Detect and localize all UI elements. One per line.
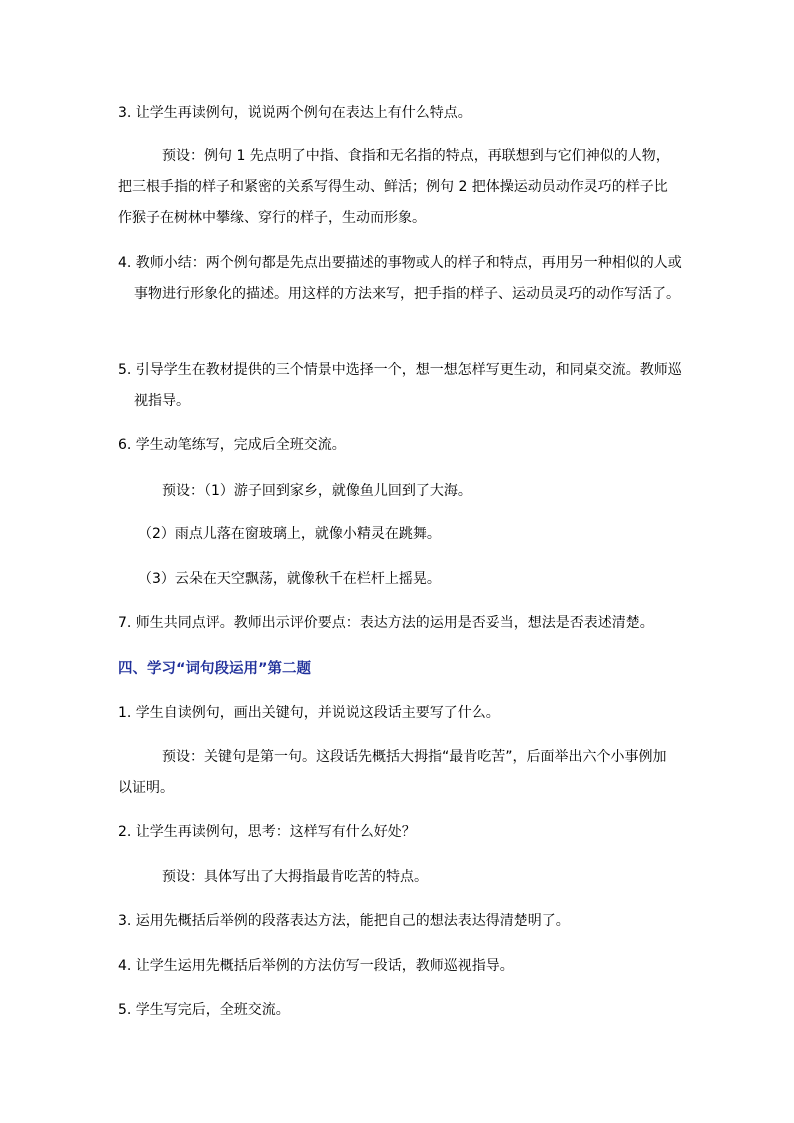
paragraph-4: 4. 教师小结：两个例句都是先点出要描述的事物或人的样子和特点，再用另一种相似的人或事物进行形象化的描述。用这样的方法来写，把手指的样子、运动员灵巧的动作写活了。: [118, 255, 682, 302]
paragraph-6-preset-3: （3）云朵在天空飘荡，就像秋千在栏杆上摇晃。: [138, 571, 441, 587]
section-4-item-2-preset: 预设：具体写出了大拇指最肯吃苦的特点。: [162, 869, 428, 885]
section-4-item-3: 3. 运用先概括后举例的段落表达方法，能把自己的想法表达得清楚明了。: [118, 913, 570, 929]
paragraph-6-preset-1: 预设：（1）游子回到家乡，就像鱼儿回到了大海。: [162, 483, 472, 499]
paragraph-7: 7. 师生共同点评。教师出示评价要点：表达方法的运用是否妥当，想法是否表述清楚。: [118, 615, 654, 631]
paragraph-3: 3. 让学生再读例句，说说两个例句在表达上有什么特点。: [118, 105, 472, 121]
section-4-item-5: 5. 学生写完后，全班交流。: [118, 1002, 290, 1018]
paragraph-3-preset: 预设：例句 1 先点明了中指、食指和无名指的特点，再联想到与它们神似的人物，把三根手指的样子和紧密的关系写得生动、鲜活；例句 2 把体操运动员动作灵巧的样子比作猴子在树林中攀缘、穿行的样子，生动而形象。: [118, 148, 670, 226]
section-4-item-1: 1. 学生自读例句，画出关键句，并说说这段话主要写了什么。: [118, 705, 500, 721]
section-4-item-2: 2. 让学生再读例句，思考：这样写有什么好处？: [118, 824, 416, 840]
paragraph-5: 5. 引导学生在教材提供的三个情景中选择一个，想一想怎样写更生动，和同桌交流。教师巡视指导。: [118, 362, 682, 409]
section-4-heading: 四、学习“词句段运用”第二题: [118, 661, 312, 677]
paragraph-6: 6. 学生动笔练写，完成后全班交流。: [118, 437, 346, 453]
section-4-item-1-preset: 预设：关键句是第一句。这段话先概括大拇指“最肯吃苦”，后面举出六个小事例加以证明。: [118, 749, 667, 796]
paragraph-6-preset-2: （2）雨点儿落在窗玻璃上，就像小精灵在跳舞。: [138, 526, 441, 542]
section-4-item-4: 4. 让学生运用先概括后举例的方法仿写一段话，教师巡视指导。: [118, 958, 514, 974]
